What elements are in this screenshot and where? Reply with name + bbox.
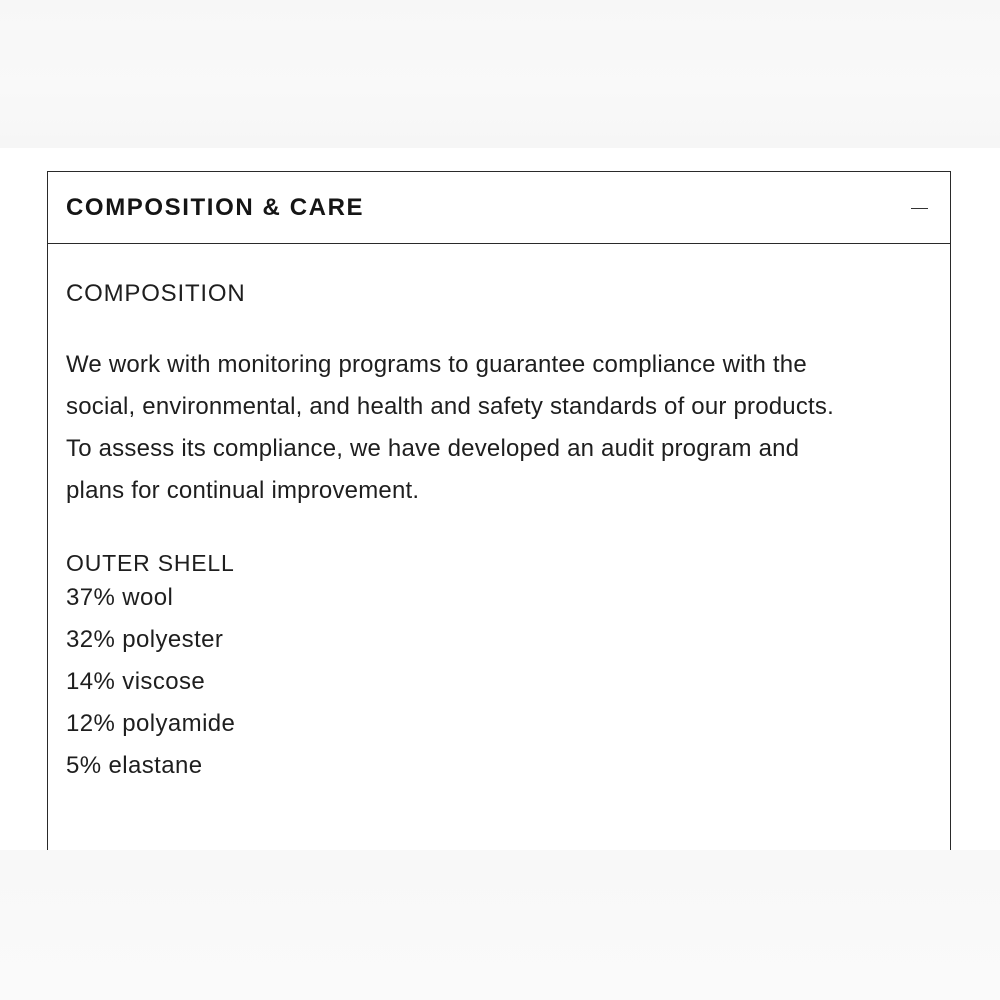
composition-heading: COMPOSITION (66, 280, 246, 307)
material-item: 5% elastane (66, 752, 203, 779)
page-background-top (0, 0, 1000, 148)
outer-shell-heading: OUTER SHELL (66, 550, 235, 576)
paragraph-line: To assess its compliance, we have developed an audit program and (66, 435, 800, 462)
accordion-title: COMPOSITION & CARE (66, 193, 365, 221)
page-background-bottom (0, 850, 1000, 1000)
accordion-body (48, 280, 950, 787)
material-list (66, 577, 932, 787)
accordion-header[interactable] (48, 172, 950, 244)
paragraph-line: We work with monitoring programs to guarantee compliance with the (66, 351, 807, 378)
material-item: 32% polyester (66, 626, 224, 653)
material-item: 14% viscose (66, 668, 206, 695)
minus-icon[interactable] (911, 208, 928, 209)
material-item: 37% wool (66, 584, 174, 611)
paragraph-line: social, environmental, and health and safety standards of our products. (66, 393, 834, 420)
composition-care-accordion (47, 171, 951, 850)
compliance-paragraph (66, 344, 936, 512)
material-item: 12% polyamide (66, 710, 236, 737)
paragraph-line: plans for continual improvement. (66, 477, 420, 504)
